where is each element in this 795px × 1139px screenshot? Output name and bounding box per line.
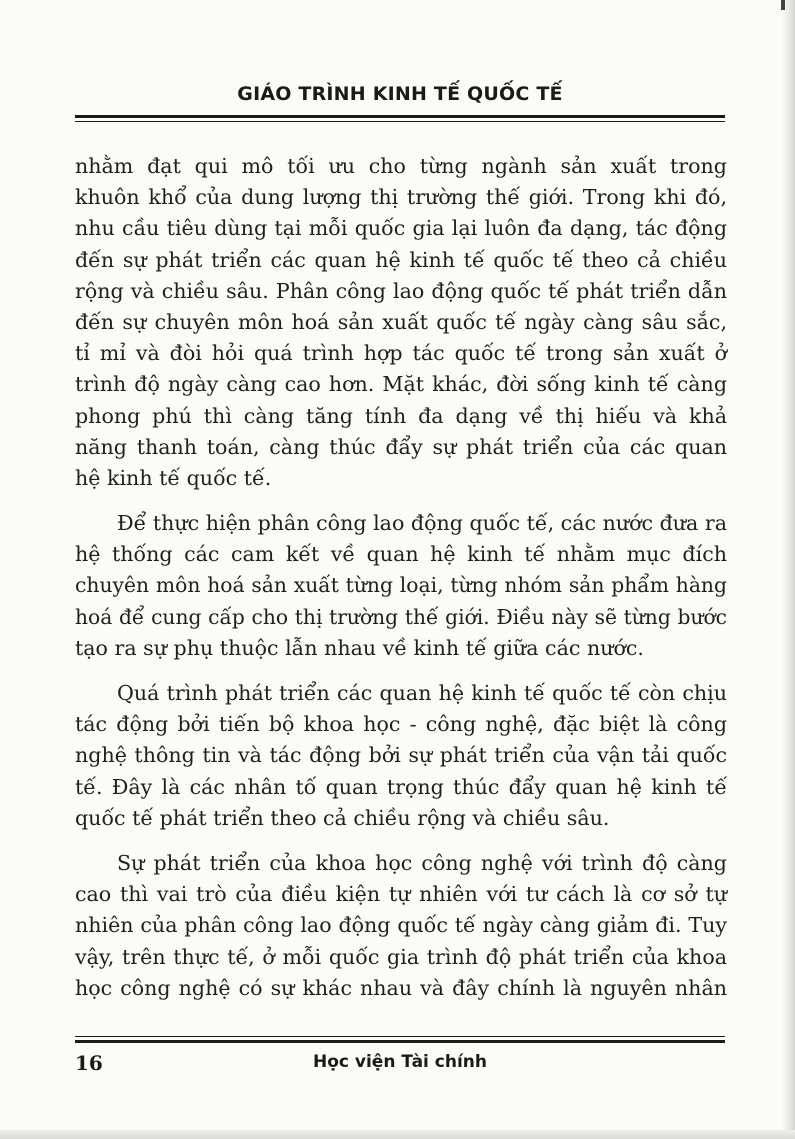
text-line: Quá trình phát triển các quan hệ kinh tế quốc tế còn chịu <box>117 681 727 705</box>
text-line: hoá để cung cấp cho thị trường thế giới. Điều này sẽ từng bước <box>75 604 727 629</box>
text-line: nhằm đạt qui mô tối ưu cho từng ngành sản xuất trong <box>75 154 727 178</box>
text-line: chuyên môn hoá sản xuất từng loại, từng nhóm sản phẩm hàng <box>75 573 727 598</box>
page-number: 16 <box>75 1051 103 1075</box>
footer-rule-thick <box>75 1040 725 1043</box>
text-line: Để thực hiện phân công lao động quốc tế, các nước đưa ra <box>117 511 727 536</box>
paragraph-1 <box>75 151 727 494</box>
text-line: nhiên của phân công lao động quốc tế ngày càng giảm đi. Tuy <box>75 913 727 938</box>
paragraph-3 <box>75 678 727 834</box>
text-line: phong phú thì càng tăng tính đa dạng về thị hiếu và khả <box>75 403 727 428</box>
footer-rule-thin <box>75 1036 725 1037</box>
text-line: năng thanh toán, càng thúc đẩy sự phát triển của các quan <box>75 434 727 459</box>
text-line: đến sự chuyên môn hoá sản xuất quốc tế ngày càng sâu sắc, <box>75 309 727 334</box>
header-rule-thick <box>75 115 725 118</box>
text-line: tác động bởi tiến bộ khoa học - công nghệ, đặc biệt là công <box>75 712 727 737</box>
scan-corner-mark <box>781 0 785 10</box>
text-line: Sự phát triển của khoa học công nghệ với trình độ càng <box>117 850 727 875</box>
text-line: tỉ mỉ và đòi hỏi quá trình hợp tác quốc tế trong sản xuất ở <box>75 341 727 366</box>
text-line: khuôn khổ của dung lượng thị trường thế giới. Trong khi đó, <box>75 185 727 210</box>
text-line: trình độ ngày càng cao hơn. Mặt khác, đời sống kinh tế càng <box>75 372 727 397</box>
running-header-title: GIÁO TRÌNH KINH TẾ QUỐC TẾ <box>237 83 563 105</box>
text-line: hệ thống các cam kết về quan hệ kinh tế nhằm mục đích <box>75 542 727 567</box>
text-line: rộng và chiều sâu. Phân công lao động quốc tế phát triển dẫn <box>75 278 727 303</box>
text-line: tế. Đây là các nhân tố quan trọng thúc đẩy quan hệ kinh tế <box>75 774 727 799</box>
running-footer-publisher: Học viện Tài chính <box>312 1052 488 1072</box>
header-rule-thin <box>75 121 725 122</box>
page-edge-shadow <box>781 0 795 1139</box>
page-bottom-edge <box>0 1130 795 1139</box>
text-line: nhu cầu tiêu dùng tại mỗi quốc gia lại luôn đa dạng, tác động <box>75 216 727 241</box>
text-line: nghệ thông tin và tác động bởi sự phát triển của vận tải quốc <box>75 743 727 768</box>
text-line: quốc tế phát triển theo cả chiều rộng và chiều sâu. <box>75 805 610 830</box>
text-line: học công nghệ có sự khác nhau và đây chính là nguyên nhân <box>75 975 727 1000</box>
text-line: cao thì vai trò của điều kiện tự nhiên với tư cách là cơ sở tự <box>75 882 727 907</box>
paragraph-2 <box>75 508 727 664</box>
text-line: vậy, trên thực tế, ở mỗi quốc gia trình độ phát triển của khoa <box>75 944 727 969</box>
text-line: đến sự phát triển các quan hệ kinh tế quốc tế theo cả chiều <box>75 247 727 272</box>
text-line: hệ kinh tế quốc tế. <box>75 465 272 490</box>
body-text <box>75 151 727 1004</box>
paragraph-4 <box>75 848 727 1004</box>
text-line: tạo ra sự phụ thuộc lẫn nhau về kinh tế giữa các nước. <box>75 635 644 660</box>
